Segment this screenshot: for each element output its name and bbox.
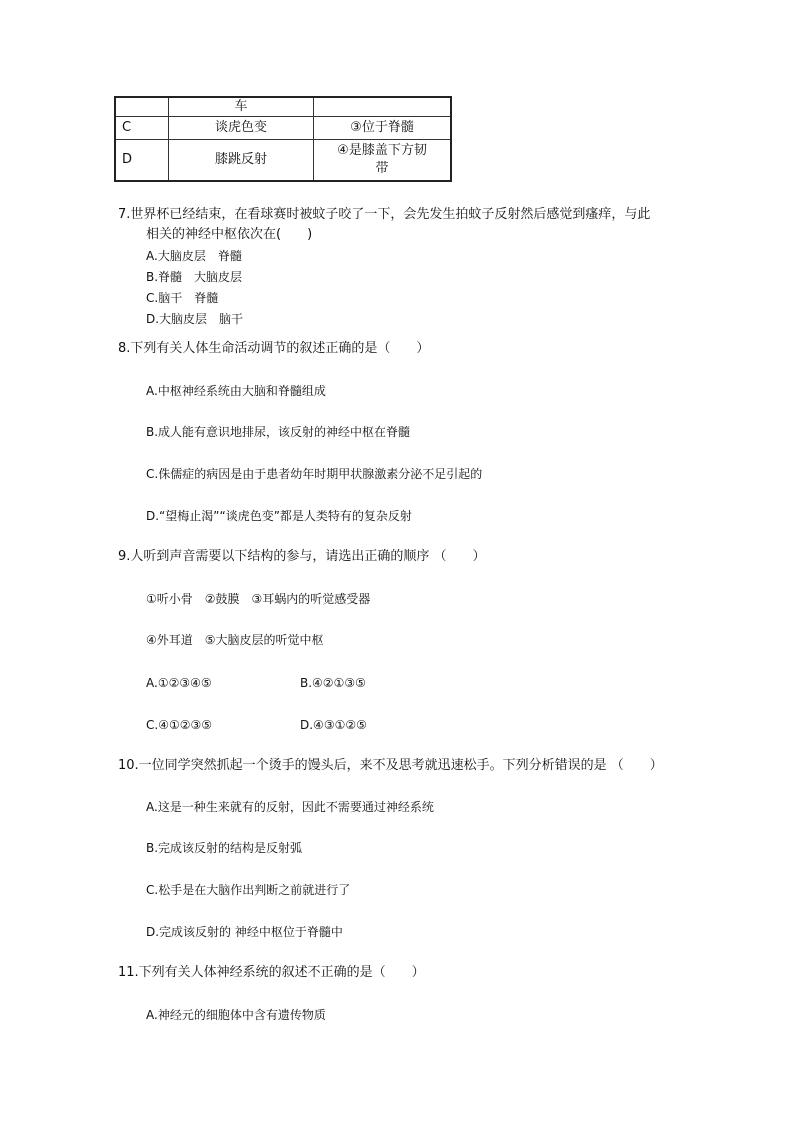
question-9-stem: 9.人听到声音需要以下结构的参与，请选出正确的顺序 （ ）	[118, 549, 486, 564]
question-10-option-d: D.完成该反射的 神经中枢位于脊髓中	[146, 925, 343, 939]
question-7-stem-continued: 相关的神经中枢依次在( )	[146, 227, 313, 242]
question-8-option-a: A.中枢神经系统由大脑和脊髓组成	[146, 384, 326, 398]
question-7-option-d: D.大脑皮层 脑干	[146, 312, 244, 326]
question-8-option-c: C.侏儒症的病因是由于患者幼年时期甲状腺激素分泌不足引起的	[146, 467, 483, 481]
table-cell-label	[115, 97, 169, 117]
question-10-option-a: A.这是一种生来就有的反射，因此不需要通过神经系统	[146, 800, 434, 814]
question-10-option-b: B.完成该反射的结构是反射弧	[146, 841, 303, 855]
question-11-option-a: A.神经元的细胞体中含有遗传物质	[146, 1008, 326, 1022]
table-cell-center: ③位于脊髓	[314, 117, 452, 140]
table-row	[115, 117, 451, 140]
question-10-option-c: C.松手是在大脑作出判断之前就进行了	[146, 883, 351, 897]
table-row	[115, 97, 451, 117]
table-cell-center	[314, 140, 452, 182]
table-cell-label: D	[115, 140, 169, 182]
question-9-option-c: C.④①②③⑤	[146, 718, 212, 732]
question-8-option-b: B.成人能有意识地排尿，该反射的神经中枢在脊髓	[146, 425, 411, 439]
question-11-stem: 11.下列有关人体神经系统的叙述不正确的是（ ）	[118, 965, 425, 980]
answer-table-fragment	[114, 96, 452, 182]
table-cell-example: 谈虎色变	[169, 117, 314, 140]
question-7-option-c: C.脑干 脊髓	[146, 291, 219, 305]
question-7-option-a: A.大脑皮层 脊髓	[146, 249, 242, 263]
question-8-stem: 8.下列有关人体生命活动调节的叙述正确的是（ ）	[118, 341, 430, 356]
table-row	[115, 140, 451, 182]
question-9-option-d: D.④③①②⑤	[300, 718, 367, 732]
question-9-items-line2: ④外耳道 ⑤大脑皮层的听觉中枢	[146, 633, 324, 647]
table-cell-example: 车	[169, 97, 314, 117]
question-8-option-d: D.“望梅止渴”“谈虎色变”都是人类特有的复杂反射	[146, 509, 412, 523]
question-7-stem: 7.世界杯已经结束，在看球赛时被蚊子咬了一下，会先发生拍蚊子反射然后感觉到瘙痒，与此	[118, 207, 651, 222]
question-9-option-b: B.④②①③⑤	[300, 676, 366, 690]
question-9-option-a: A.①②③④⑤	[146, 676, 212, 690]
table-cell-example: 膝跳反射	[169, 140, 314, 182]
table-cell-center	[314, 97, 452, 117]
question-10-stem: 10.一位同学突然抓起一个烫手的馒头后，来不及思考就迅速松手。下列分析错误的是 （ ）	[118, 758, 663, 773]
table-cell-line: ④是膝盖下方韧	[337, 143, 427, 158]
table-cell-label: C	[115, 117, 169, 140]
table-cell-line: 带	[375, 161, 389, 176]
question-9-items-line1: ①听小骨 ②鼓膜 ③耳蜗内的听觉感受器	[146, 592, 371, 606]
question-7-option-b: B.脊髓 大脑皮层	[146, 270, 243, 284]
